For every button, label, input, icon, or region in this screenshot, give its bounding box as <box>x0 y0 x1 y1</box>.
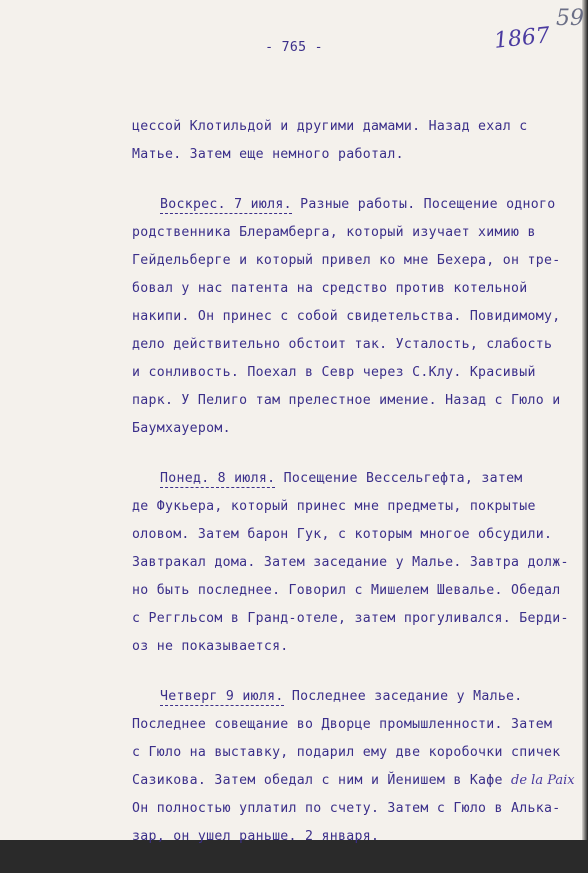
entry-date: Понед. 8 июля. <box>160 471 276 486</box>
text-line: Завтракал дома. Затем заседание у Малье. Завтра долж- <box>132 555 569 570</box>
text-line: накипи. Он принес с собой свидетельства. Повидимому, <box>132 309 561 324</box>
text-line: оз не показывается. <box>132 639 289 654</box>
text-line: с Реггльсом в Гранд-отеле, затем прогуливался. Берди- <box>132 611 569 626</box>
text-line: де Фукьера, который принес мне предметы, покрытые <box>132 499 536 514</box>
page-number: - 765 - <box>265 40 323 55</box>
paragraph-continuation <box>132 113 552 169</box>
text-line: Понед. 8 июля. Посещение Вессельгефта, затем <box>160 471 523 486</box>
text-line: но быть последнее. Говорил с Мишелем Шевалье. Обедал <box>132 583 561 598</box>
text-line-with-insert <box>132 767 575 795</box>
text-line: Гейдельберге и который привел ко мне Бехера, он тре- <box>132 253 561 268</box>
text-line: бовал у нас патента на средство против котельной <box>132 281 528 296</box>
paragraph-sunday <box>132 191 561 443</box>
handwritten-folio-number: 59 <box>556 6 584 31</box>
text-line: Матье. Затем еще немного работал. <box>132 147 404 162</box>
text-line: дело действительно обстоит так. Усталость, слабость <box>132 337 553 352</box>
text-line: и сонливость. Поехал в Севр через С.Клу. Красивый <box>132 365 536 380</box>
text-line: Он полностью уплатил по счету. Затем с Гюло в Алька- <box>132 801 561 816</box>
text-line: Баумхауером. <box>132 421 231 436</box>
text-line: Воскрес. 7 июля. Разные работы. Посещение одного <box>160 197 556 212</box>
entry-date: Четверг 9 июля. <box>160 689 284 704</box>
entry-date: Воскрес. 7 июля. <box>160 197 292 212</box>
text-line: цессой Клотильдой и другими дамами. Назад ехал с <box>132 119 528 134</box>
page-edge-shadow <box>582 0 588 840</box>
text-line: родственника Блерамберга, который изучает химию в <box>132 225 536 240</box>
handwritten-year: 1867 <box>492 23 552 54</box>
paragraph-thursday <box>132 683 575 851</box>
text-line: с Гюло на выставку, подарил ему две коробочки спичек <box>132 745 561 760</box>
text-line: парк. У Пелиго там прелестное имение. Назад с Гюло и <box>132 393 561 408</box>
text-line: зар, он ушел раньше. 2 января. <box>132 829 380 844</box>
paragraph-monday <box>132 465 569 661</box>
text-line: оловом. Затем барон Гук, с которым многое обсудили. <box>132 527 553 542</box>
handwritten-insert: de la Paix <box>511 773 575 788</box>
text-line: Четверг 9 июля. Последнее заседание у Малье. <box>160 689 523 704</box>
document-body <box>132 113 575 873</box>
text-line: Последнее совещание во Дворце промышленности. Затем <box>132 717 553 732</box>
text-line: Сазикова. Затем обедал с ним и Йенишем в Кафе <box>132 773 503 788</box>
